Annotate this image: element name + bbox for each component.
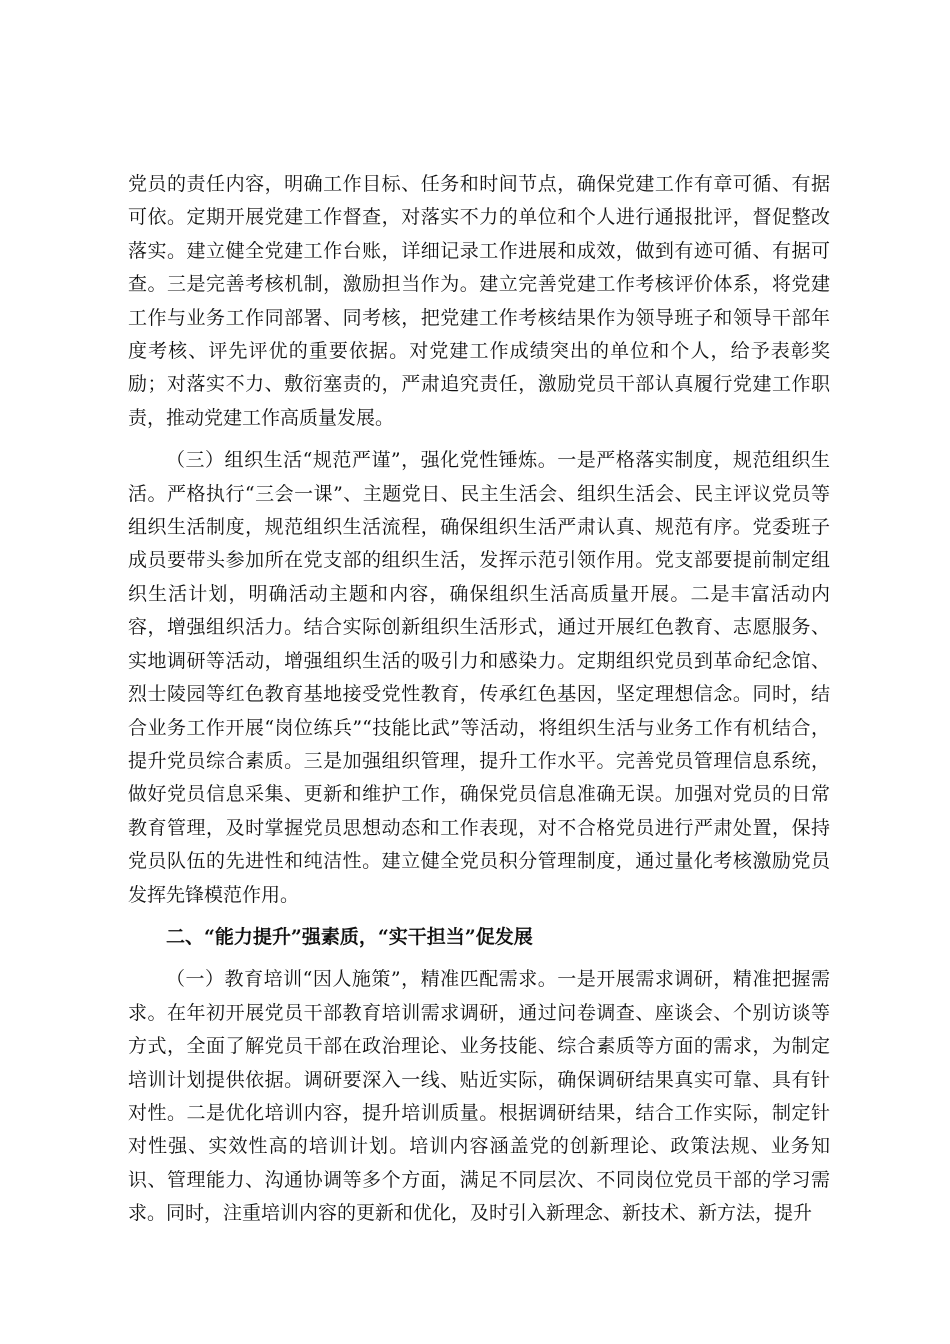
body-paragraph: 党员的责任内容，明确工作目标、任务和时间节点，确保党建工作有章可循、有据可依。定期开展党建工作督查，对落实不力的单位和个人进行通报批评，督促整改落实。建立健全党建工作台账，详细记录工作进展和成效，做到有迹可循、有据可查。三是完善考核机制，激励担当作为。建立完善党建工作考核评价体系，将党建工作与业务工作同部署、同考核，把党建工作考核结果作为领导班子和领导干部年度考核、评先评优的重要依据。对党建工作成绩突出的单位和个人，给予表彰奖励；对落实不力、敷衍塞责的，严肃追究责任，激励党员干部认真履行党建工作职责，推动党建工作高质量发展。 (128, 173, 830, 429)
body-paragraph: （三）组织生活“规范严谨”，强化党性锤炼。一是严格落实制度，规范组织生活。严格执行“三会一课”、主题党日、民主生活会、组织生活会、民主评议党员等组织生活制度，规范组织生活流程，确保组织生活严肃认真、规范有序。党委班子成员要带头参加所在党支部的组织生活，发挥示范引领作用。党支部要提前制定组织生活计划，明确活动主题和内容，确保组织生活高质量开展。二是丰富活动内容，增强组织活力。结合实际创新组织生活形式，通过开展红色教育、志愿服务、实地调研等活动，增强组织生活的吸引力和感染力。定期组织党员到革命纪念馆、烈士陵园等红色教育基地接受党性教育，传承红色基因，坚定理想信念。同时，结合业务工作开展“岗位练兵”“技能比武”等活动，将组织生活与业务工作有机结合，提升党员综合素质。三是加强组织管理，提升工作水平。完善党员管理信息系统，做好党员信息采集、更新和维护工作，确保党员信息准确无误。加强对党员的日常教育管理，及时掌握党员思想动态和工作表现，对不合格党员进行严肃处置，保持党员队伍的先进性和纯洁性。建立健全党员积分管理制度，通过量化考核激励党员发挥先锋模范作用。 (128, 449, 830, 906)
document-page (128, 168, 830, 1231)
body-paragraph: （一）教育培训“因人施策”，精准匹配需求。一是开展需求调研，精准把握需求。在年初开展党员干部教育培训需求调研，通过问卷调查、座谈会、个别访谈等方式，全面了解党员干部在政治理论、业务技能、综合素质等方面的需求，为制定培训计划提供依据。调研要深入一线、贴近实际，确保调研结果真实可靠、具有针对性。二是优化培训内容，提升培训质量。根据调研结果，结合工作实际，制定针对性强、实效性高的培训计划。培训内容涵盖党的创新理论、政策法规、业务知识、管理能力、沟通协调等多个方面，满足不同层次、不同岗位党员干部的学习需求。同时，注重培训内容的更新和优化，及时引入新理念、新技术、新方法，提升 (128, 968, 830, 1225)
section-heading: 二、“能力提升”强素质，“实干担当”促发展 (166, 925, 533, 948)
